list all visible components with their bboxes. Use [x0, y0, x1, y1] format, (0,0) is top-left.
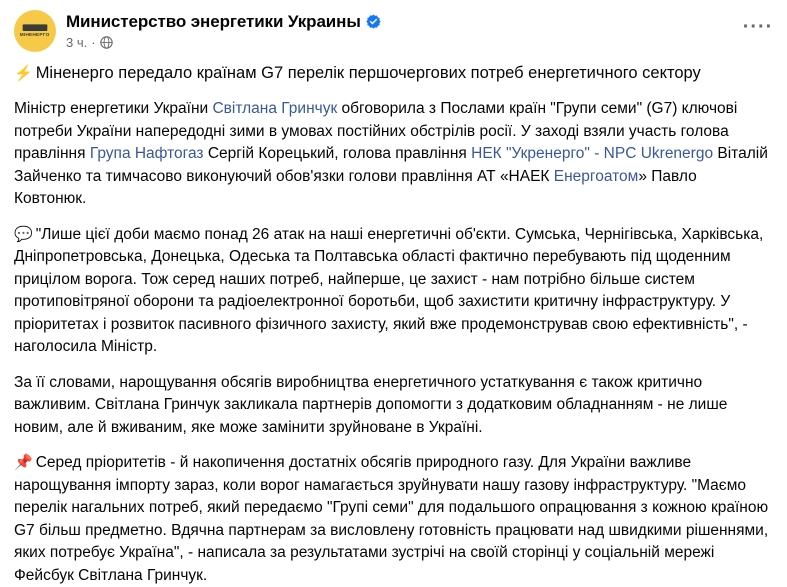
post-paragraph-2 — [14, 224, 773, 359]
verified-badge-icon — [366, 14, 381, 29]
post-headline-text: Міненерго передало країнам G7 перелік першочергових потреб енергетичного сектору — [35, 64, 701, 82]
paragraph-1-seg-8: » Павло Ковтонюк. — [14, 167, 697, 207]
link-naftogaz-group[interactable]: Група Нафтогаз — [89, 145, 204, 162]
paragraph-1-seg-0: Міністр енергетики України — [14, 100, 213, 117]
paragraph-1-seg-2: обговорила з Послами країн "Групи семи" (G7) ключові потреби України напередодні зими в умовах постійних обстрілів росії. У заході взяли участь голова правління — [14, 100, 738, 162]
page-name[interactable]: Министерство энергетики Украины — [66, 12, 361, 31]
post-body — [14, 62, 773, 587]
more-options-icon[interactable]: ···· — [742, 16, 774, 38]
link-energoatom[interactable]: Енергоатом — [553, 167, 639, 185]
paragraph-3-text: За її словами, нарощування обсягів виробництва енергетичного устаткування є також критично важливим. Світлана Гринчук закликала партнерів допомогти з додатковим обладнанням - не лише новим, але й вживаним, яке може замінити зруйноване в Україні. — [14, 373, 728, 436]
post-paragraph-4 — [14, 452, 773, 587]
avatar-logo-icon — [20, 24, 50, 37]
avatar-logo-label: МІНЕНЕРГО — [20, 31, 50, 38]
post-header-text — [66, 10, 381, 51]
post-headline — [14, 62, 773, 85]
page-name-row — [66, 11, 381, 32]
globe-icon[interactable] — [100, 36, 113, 49]
post-header — [14, 10, 773, 52]
pushpin-icon: 📌 — [14, 454, 33, 471]
post-timestamp[interactable]: 3 ч. — [66, 35, 88, 50]
avatar[interactable] — [14, 10, 56, 52]
paragraph-1-seg-6: Віталій Зайченко та тимчасово виконуючий обов'язки голови правління АТ «НАЕК — [14, 145, 768, 185]
paragraph-2-text: "Лише цієї доби маємо понад 26 атак на наші енергетичні об'єкти. Сумська, Чернігівська, Харківська, Дніпропетровська, Донецька, Одеська та Полтавська області фактично перебувають під щоденним прицілом ворога. Тож серед наших потреб, найперше, це захист - нам потрібно більше систем протиповітряної оборони та радіоелектронної боротьби, щоб захистити критичну інфраструктуру. У пріоритетах і розвиток пасивного фізичного захисту, який вже продемонстрував свою ефективність", - наголосила Міністр. — [14, 225, 764, 355]
post-meta — [66, 34, 381, 51]
speech-balloon-icon: 💬 — [14, 225, 33, 243]
link-ukrenergo[interactable]: НЕК "Укренерго" - NPC Ukrenergo — [471, 145, 714, 162]
post-paragraph-3 — [14, 372, 773, 440]
post-paragraph-1 — [14, 98, 773, 211]
link-svitlana-hrynchuk[interactable]: Світлана Гринчук — [212, 100, 338, 117]
meta-separator: · — [91, 35, 96, 50]
paragraph-4-text: Серед пріоритетів - й накопичення достатніх обсягів природного газу. Для України важливе нарощування імпорту зараз, коли ворог намагається зруйнувати нашу газову інфраструктуру. "Маємо перелік нагальних потреб, який передаємо "Групі семи" для подальшого опрацювання з кожною країною G7 більш предметно. Вдячна партнерам за висловлену готовність працювати над швидкими рішеннями, яких потребує Україна", - написала за результатами зустрічі на своїй сторінці у соціальній мережі Фейсбук Світлана Гринчук. — [14, 454, 769, 584]
lightning-bolt-icon: ⚡ — [14, 65, 33, 82]
paragraph-1-seg-4: Сергій Корецький, голова правління — [203, 145, 472, 162]
